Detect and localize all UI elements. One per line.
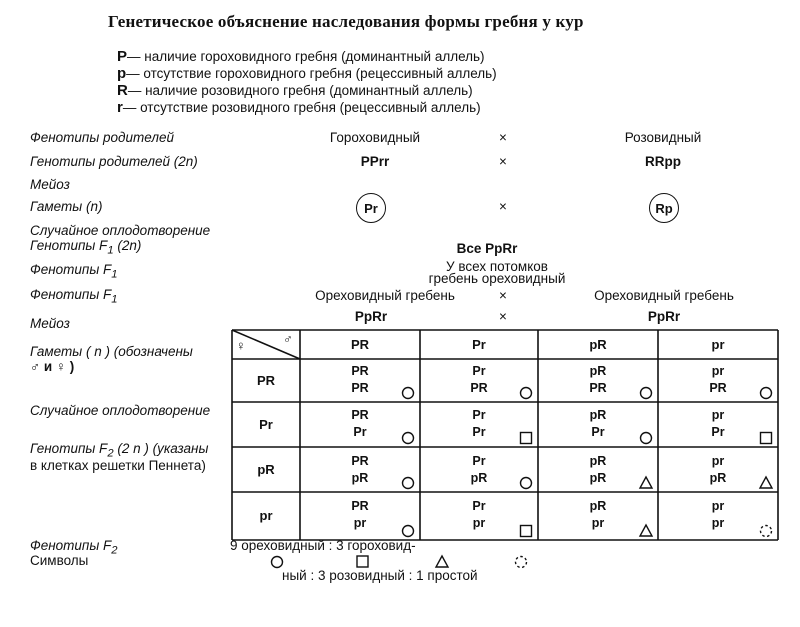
page-title: Генетическое объяснение наследования формы гребня у кур bbox=[108, 12, 584, 31]
allele-pair: pR bbox=[470, 471, 488, 485]
allele-pair: Pr bbox=[472, 454, 486, 468]
allele-pair: Pr bbox=[472, 425, 486, 439]
allele-pair: PR bbox=[351, 454, 369, 468]
allele-pair: pR bbox=[589, 364, 607, 378]
cross-sign: × bbox=[499, 130, 507, 145]
label-symbols: Символы bbox=[30, 553, 89, 568]
ratio-line-1: 9 ореховидный : 3 гороховид- bbox=[230, 538, 416, 553]
label-gametes-2: Гаметы ( n ) (обозначены bbox=[30, 344, 193, 359]
cross-sign: × bbox=[499, 199, 507, 214]
label-meiosis-1: Мейоз bbox=[30, 177, 70, 192]
allele-pair: pR bbox=[589, 408, 607, 422]
allele-description: — отсутствие гороховидного гребня (рецессивный аллель) bbox=[126, 66, 497, 81]
rose-symbol-icon bbox=[436, 556, 448, 567]
f1-genotype-left: PpRr bbox=[354, 309, 388, 324]
allele-pair: pr bbox=[711, 364, 725, 378]
column-header: pr bbox=[711, 337, 725, 352]
allele-pair: pr bbox=[591, 516, 605, 530]
label-text: Фенотипы F bbox=[30, 538, 112, 553]
allele-symbol: r bbox=[117, 99, 123, 116]
allele-description: — наличие гороховидного гребня (доминантный аллель) bbox=[127, 49, 485, 64]
allele-pair: PR bbox=[589, 381, 607, 395]
label-text: Генотипы F bbox=[30, 238, 108, 253]
label-text: (2 n ) (указаны bbox=[113, 441, 209, 456]
allele-pair: pr bbox=[711, 408, 725, 422]
allele-pair: PR bbox=[351, 408, 369, 422]
allele-pair: pR bbox=[709, 471, 727, 485]
label-gametes-1: Гаметы (n) bbox=[30, 199, 103, 214]
label-text: (2n) bbox=[113, 238, 142, 253]
label-gametes-2-symbols: ♂ и ♀ ) bbox=[30, 359, 75, 374]
column-header: pR bbox=[589, 337, 607, 352]
label-genotypes-f2-note: в клетках решетки Пеннета) bbox=[30, 458, 206, 473]
subscript: 1 bbox=[107, 244, 114, 257]
parent-1-genotype: PPrr bbox=[360, 154, 390, 169]
allele-pair: PR bbox=[351, 381, 369, 395]
allele-pair: Pr bbox=[472, 499, 486, 513]
subscript: 2 bbox=[107, 447, 114, 460]
allele-pair: pr bbox=[711, 516, 725, 530]
subscript: 2 bbox=[111, 544, 118, 557]
gamete-parent-1: Pr bbox=[356, 193, 386, 223]
male-symbol: ♂ bbox=[283, 331, 293, 346]
pea-symbol-icon bbox=[357, 556, 368, 567]
allele-pair: Pr bbox=[472, 364, 486, 378]
label-meiosis-2: Мейоз bbox=[30, 316, 70, 331]
allele-pair: pr bbox=[472, 516, 486, 530]
subscript: 1 bbox=[111, 268, 118, 281]
column-header: Pr bbox=[472, 337, 486, 352]
allele-pair: PR bbox=[709, 381, 727, 395]
ratio-line-2: ный : 3 розовидный : 1 простой bbox=[282, 568, 478, 583]
label-genotypes-parents: Генотипы родителей (2n) bbox=[30, 154, 198, 169]
row-header: pR bbox=[257, 462, 275, 477]
label-text: Фенотипы F bbox=[30, 287, 112, 302]
allele-symbol: p bbox=[117, 65, 127, 82]
walnut-symbol-icon bbox=[272, 557, 283, 568]
label-random-fertilization-2: Случайное оплодотворение bbox=[30, 403, 211, 418]
allele-pair: pR bbox=[589, 454, 607, 468]
label-text: Генотипы F bbox=[30, 441, 108, 456]
f1-phenotype-left: Ореховидный гребень bbox=[315, 288, 455, 303]
f1-phenotype-right: Ореховидный гребень bbox=[594, 288, 734, 303]
f1-genotype-all: Все PpRr bbox=[456, 241, 518, 256]
gamete-parent-2: Rp bbox=[649, 193, 679, 223]
allele-pair: PR bbox=[351, 499, 369, 513]
parent-1-phenotype: Гороховидный bbox=[329, 130, 421, 145]
allele-pair: pr bbox=[353, 516, 367, 530]
allele-pair: pR bbox=[589, 471, 607, 485]
parent-2-phenotype: Розовидный bbox=[624, 130, 702, 145]
allele-pair: PR bbox=[351, 364, 369, 378]
allele-pair: Pr bbox=[472, 408, 486, 422]
row-header: PR bbox=[256, 373, 276, 388]
allele-pair: pR bbox=[589, 499, 607, 513]
allele-description: — наличие розовидного гребня (доминантный аллель) bbox=[127, 83, 473, 98]
cross-sign: × bbox=[499, 154, 507, 169]
row-header: pr bbox=[259, 508, 273, 523]
f1-genotype-right: PpRr bbox=[647, 309, 681, 324]
allele-symbol: R bbox=[117, 82, 128, 99]
parent-2-genotype: RRpp bbox=[645, 154, 681, 169]
label-random-fertilization-1: Случайное оплодотворение bbox=[30, 223, 211, 238]
allele-pair: pr bbox=[711, 454, 725, 468]
f1-note-line-2: гребень ореховидный bbox=[428, 271, 566, 286]
cross-sign: × bbox=[499, 288, 507, 303]
allele-description: — отсутствие розовидного гребня (рецессивный аллель) bbox=[122, 100, 481, 115]
female-symbol: ♀ bbox=[236, 338, 246, 353]
allele-pair: Pr bbox=[711, 425, 725, 439]
label-text: Фенотипы F bbox=[30, 262, 112, 277]
allele-symbol: P bbox=[117, 48, 128, 65]
allele-pair: Pr bbox=[591, 425, 605, 439]
column-header: PR bbox=[350, 337, 370, 352]
subscript: 1 bbox=[111, 293, 118, 306]
cross-sign: × bbox=[499, 309, 507, 324]
allele-pair: Pr bbox=[353, 425, 367, 439]
label-phenotypes-parents: Фенотипы родителей bbox=[30, 130, 174, 145]
allele-pair: pr bbox=[711, 499, 725, 513]
f1-note-line-1: У всех потомков bbox=[446, 259, 548, 274]
allele-pair: PR bbox=[470, 381, 488, 395]
allele-pair: pR bbox=[351, 471, 369, 485]
row-header: Pr bbox=[259, 417, 273, 432]
single-symbol-icon bbox=[516, 557, 527, 568]
